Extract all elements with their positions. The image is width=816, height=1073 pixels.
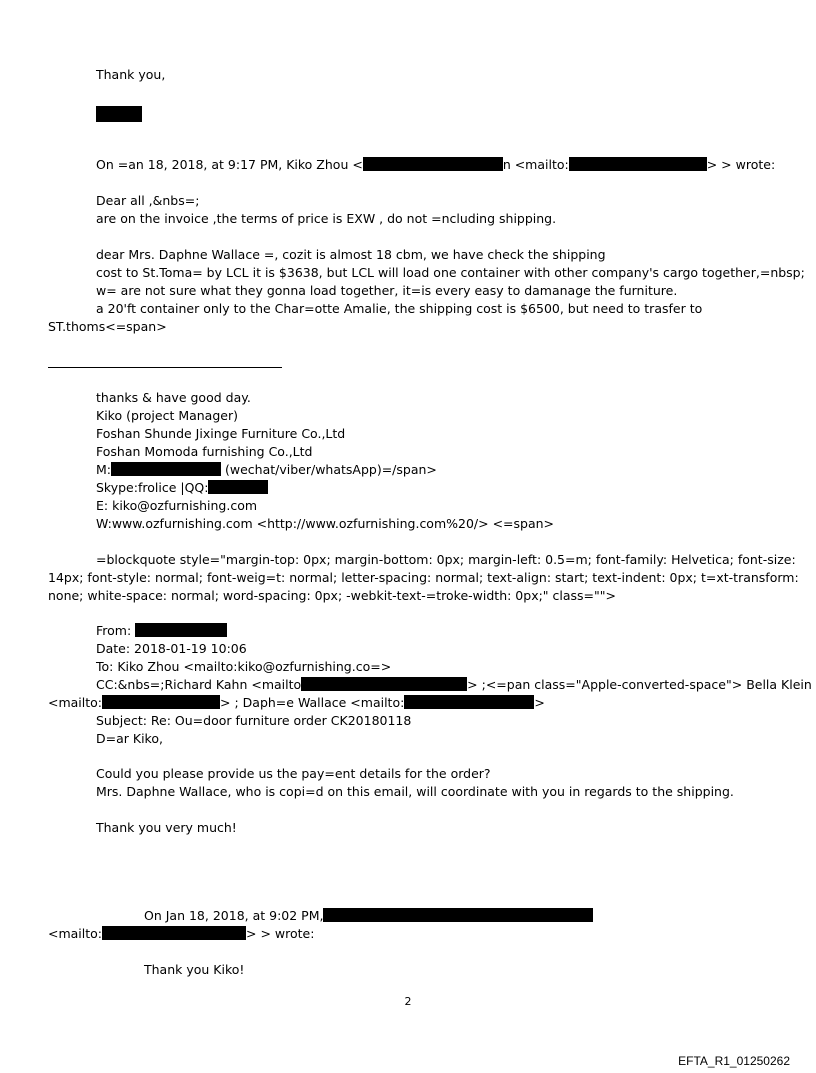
redaction-box [404,695,534,709]
body-line: Thank you Kiko! [144,962,245,977]
body-line: dear Mrs. Daphne Wallace =, cozit is almost 18 cbm, we have check the shipping [96,247,606,262]
body-line: w= are not sure what they gonna load together, it=is every easy to damanage the furniture. [96,283,678,298]
body-line: cost to St.Toma= by LCL it is $3638, but LCL will load one container with other company's cargo together,=nbsp; [96,265,805,280]
reply-header-line: <mailto: > > wrote: [48,926,315,941]
thank-you-text: Thank you, [96,67,166,82]
body-line: D=ar Kiko, [96,731,163,746]
redaction-box [363,157,503,171]
signature-line: Foshan Shunde Jixinge Furniture Co.,Ltd [96,426,346,441]
body-line: Thank you very much! [96,820,237,835]
header-line: Date: 2018-01-19 10:06 [96,641,247,656]
body-line: 14px; font-style: normal; font-weig=t: normal; letter-spacing: normal; text-align: start; text-indent: 0px; t=xt-transform: [48,570,799,585]
body-line: Could you please provide us the pay=ent details for the order? [96,766,491,781]
signature-line: Skype:frolice |QQ: [96,480,268,496]
header-line: To: Kiko Zhou <mailto:kiko@ozfurnishing.co=> [96,659,392,674]
redaction-box [111,462,221,476]
signature-line: Foshan Momoda furnishing Co.,Ltd [96,444,313,459]
document-id: EFTA_R1_01250262 [678,1054,790,1068]
reply-header-line: On Jan 18, 2018, at 9:02 PM, [144,908,593,924]
body-line: =blockquote style="margin-top: 0px; margin-bottom: 0px; margin-left: 0.5=m; font-family: Helvetica; font-size: [96,552,796,567]
redaction-box [102,695,220,709]
redaction-box [135,623,227,637]
signature-line: Kiko (project Manager) [96,408,238,423]
body-line: none; white-space: normal; word-spacing: 0px; -webkit-text-=troke-width: 0px;" class=""> [48,588,617,603]
body-line: Mrs. Daphne Wallace, who is copi=d on this email, will coordinate with you in regards to the shipping. [96,784,734,799]
redaction-box [208,480,268,494]
reply-header-line: On =an 18, 2018, at 9:17 PM, Kiko Zhou < n <mailto: > > wrote: [96,157,776,172]
redaction-box [323,908,593,922]
redaction-box [102,926,246,940]
body-line: are on the invoice ,the terms of price is EXW , do not =ncluding shipping. [96,211,557,226]
signature-line: thanks & have good day. [96,390,251,405]
header-line: CC:&nbs=;Richard Kahn <mailto > ;<=pan class="Apple-converted-space"> Bella Klein [96,677,812,692]
body-line: a 20'ft container only to the Char=otte Amalie, the shipping cost is $6500, but need to trasfer to [96,301,703,316]
redaction-box [569,157,707,171]
header-line: <mailto: > ; Daph=e Wallace <mailto: > [48,695,545,710]
redaction-box [96,106,142,122]
signature-line: W:www.ozfurnishing.com <http://www.ozfurnishing.com%20/> <=span> [96,516,555,531]
page-number: 2 [404,995,412,1008]
header-line: Subject: Re: Ou=door furniture order CK20180118 [96,713,412,728]
header-line: From: [96,623,227,639]
body-line: ST.thoms<=span> [48,319,167,334]
signature-divider [48,367,282,368]
signature-line: E: kiko@ozfurnishing.com [96,498,258,513]
body-line: Dear all ,&nbs=; [96,193,200,208]
redaction-box [301,677,467,691]
signature-line: M: (wechat/viber/whatsApp)=/span> [96,462,437,477]
